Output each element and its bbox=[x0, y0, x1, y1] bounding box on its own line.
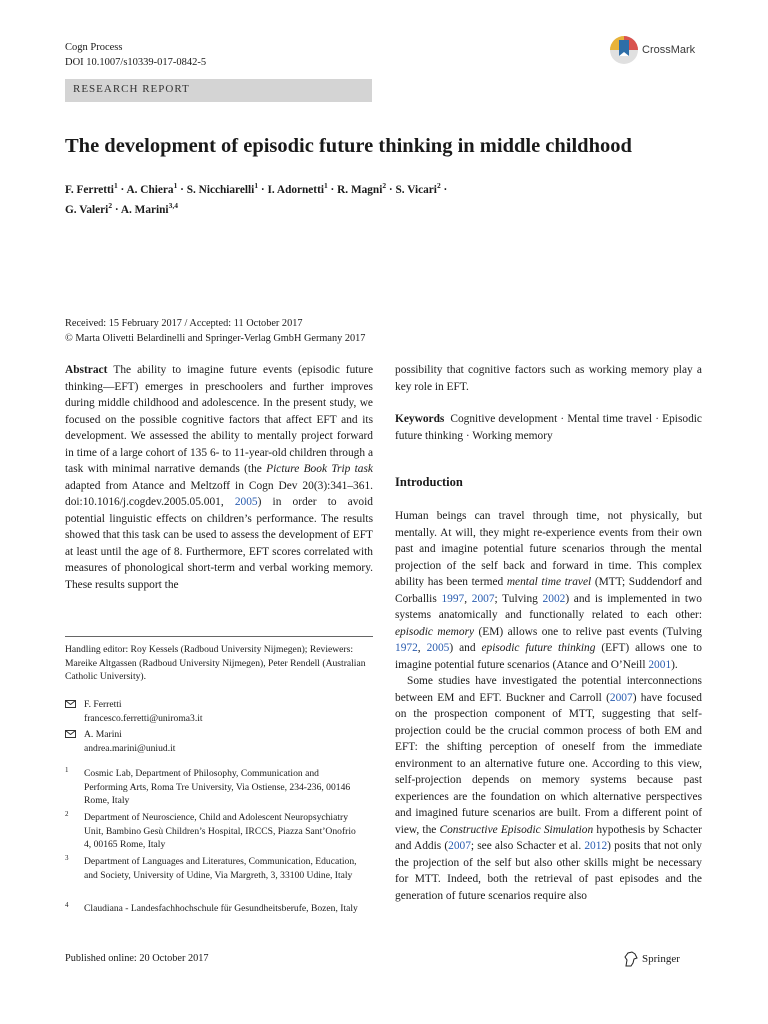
abstract-label: Abstract bbox=[65, 364, 108, 376]
affiliation-3 bbox=[65, 855, 365, 882]
contact-marini bbox=[65, 728, 365, 755]
author[interactable]: F. Ferretti$^1$ bbox=[65, 181, 118, 196]
affiliation-text: Cosmic Lab, Department of Philosophy, Communication and Performing Arts, Roma Tre University, Via Ostiense, 234-236, 00146 Rome, Italy bbox=[84, 768, 351, 806]
crossmark-label: CrossMark bbox=[642, 44, 696, 56]
author[interactable]: I. Adornetti$^1$ bbox=[267, 181, 328, 196]
affiliation-text: Department of Languages and Literatures, Communication, Education, and Society, University of Udine, Via Margreth, 3, 33100 Udine, Italy bbox=[84, 856, 357, 881]
published-online: Published online: 20 October 2017 bbox=[65, 953, 209, 964]
intro-paragraph-1: Human beings can travel through time, not physically, but mentally. At will, they might re-experience events from their own past and imagine potential future scenarios through the mental projection of the self back and forward in time. This complex ability has been termed mental time travel (MTT; Suddendorf and Corballis 1997, 2007; Tulving 2002) and is implemented in two systems anatomically and functionally related to each other: episodic memory (EM) allows one to relive past events (Tulving 1972, 2005) and episodic future thinking (EFT) allows one to imagine potential future scenarios (Atance and O’Neill 2001). bbox=[395, 510, 702, 671]
affiliation-text: Department of Neuroscience, Child and Adolescent Neuropsychiatry Unit, Bambino Gesù Children’s Hospital, IRCCS, Piazza Sant’Onofrio 4, 00165 Rome, Italy bbox=[84, 812, 356, 850]
author[interactable]: A. Chiera$^1$ bbox=[126, 181, 178, 196]
citation-link[interactable]: 2007 bbox=[471, 592, 495, 605]
author[interactable]: S. Nicchiarelli$^1$ bbox=[186, 181, 259, 196]
affiliation-number: 1 bbox=[65, 766, 69, 774]
keywords bbox=[395, 411, 702, 444]
citation-link[interactable]: 2002 bbox=[542, 592, 566, 605]
publisher-name: Springer bbox=[642, 953, 680, 965]
affiliation-1 bbox=[65, 767, 365, 808]
affiliation-4 bbox=[65, 902, 365, 916]
contact-name: F. Ferretti bbox=[84, 699, 122, 710]
footnote-divider bbox=[65, 636, 373, 637]
handling-editor-note: Handling editor: Roy Kessels (Radboud University Nijmegen); Reviewers: Mareike Altgassen (Radboud University Nijmegen), Peter Rendell (Australian Catholic University). bbox=[65, 644, 366, 682]
abstract-continued: possibility that cognitive factors such as working memory play a key role in EFT. bbox=[395, 364, 702, 393]
intro-paragraph-2: Some studies have investigated the potential interconnections between EM and EFT. Buckner and Carroll (2007) have focused on the prospection component of MTT, suggesting that self-projection could be the crucial common process of both EM and EFT: the shifting perception of oneself from the immediate environment to an alternative future one. According to this view, self-projection depends on memory systems because past experiences are the foundation on which alternative perspectives and imagined future scenarios are built. From a different point of view, the Constructive Episodic Simulation hypothesis by Schacter and Addis (2007; see also Schacter et al. 2012) posits that not only the projection of the self but also other skills might be necessary for MTT. Indeed, both the retrieval of past episodes and the generation of future scenarios require also bbox=[395, 675, 702, 902]
author[interactable]: A. Marini$^{3,4}$ bbox=[120, 200, 178, 216]
author-list: F. Ferretti$^1$ · A. Chiera$^1$ · S. Nicchiarelli$^1$ · I. Adornetti$^1$ · R. Magni$^2$ · S. Vicari$^2$ · G. Valeri$^2$ · A. Marini$^{3,4}$ bbox=[65, 181, 448, 216]
crossmark-badge[interactable] bbox=[609, 33, 695, 67]
contact-name: A. Marini bbox=[84, 729, 122, 740]
contact-ferretti bbox=[65, 698, 365, 725]
crossmark-icon bbox=[609, 33, 639, 67]
citation-link[interactable]: 1972 bbox=[395, 642, 418, 654]
paper-title: The development of episodic future thinking in middle childhood bbox=[65, 135, 632, 157]
copyright: © Marta Olivetti Belardinelli and Springer-Verlag GmbH Germany 2017 bbox=[65, 333, 366, 344]
contact-email[interactable]: francesco.ferretti@uniroma3.it bbox=[84, 712, 203, 724]
author[interactable]: G. Valeri$^2$ bbox=[65, 200, 113, 216]
affiliation-number: 3 bbox=[65, 854, 69, 862]
publisher-logo bbox=[624, 951, 680, 967]
contact-email[interactable]: andrea.marini@uniud.it bbox=[84, 742, 176, 754]
springer-horse-icon bbox=[624, 951, 638, 967]
introduction-body bbox=[395, 508, 702, 904]
journal-name: Cogn Process bbox=[65, 42, 123, 53]
citation-link[interactable]: 2005 bbox=[234, 496, 258, 508]
journal-header bbox=[65, 40, 206, 70]
keywords-text: Cognitive development · Mental time travel · Episodic future thinking · Working memory bbox=[395, 413, 702, 442]
citation-link[interactable]: 2007 bbox=[448, 840, 471, 852]
section-heading-introduction: Introduction bbox=[395, 475, 463, 489]
received-accepted: Received: 15 February 2017 / Accepted: 11 October 2017 bbox=[65, 318, 303, 329]
citation-link[interactable]: 2001 bbox=[648, 658, 672, 671]
affiliation-2 bbox=[65, 811, 365, 852]
citation-link[interactable]: 2012 bbox=[584, 840, 608, 852]
publication-dates bbox=[65, 316, 365, 346]
citation-link[interactable]: 2007 bbox=[609, 691, 633, 704]
author[interactable]: R. Magni$^2$ bbox=[337, 181, 387, 196]
citation-link[interactable]: 1997 bbox=[441, 592, 465, 605]
article-type-label: RESEARCH REPORT bbox=[73, 83, 190, 95]
envelope-icon bbox=[65, 700, 76, 708]
affiliation-number: 2 bbox=[65, 810, 69, 818]
envelope-icon bbox=[65, 730, 76, 738]
affiliation-number: 4 bbox=[65, 901, 69, 909]
abstract: Abstract The ability to imagine future events (episodic future thinking—EFT) emerges in preschoolers and further improves during middle childhood and adolescence. In the present study, we focused on the possible cognitive factors that affect EFT and its development. We assessed the ability to mentally project forward in time of a large cohort of 135 6- to 11-year-old children through a task with minimal narrative demands (the Picture Book Trip task adapted from Atance and Meltzoff in Cogn Dev 20(3):341–361. doi:10.1016/j.cogdev.2005.05.001, 2005) in order to avoid potential linguistic effects on children’s performance. The results showed that this task can be used to assess the development of EFT at least until the age of 8. Furthermore, EFT scores correlated with measures of phonological short-term and verbal working memory. These results support the bbox=[65, 364, 373, 591]
keywords-label: Keywords bbox=[395, 413, 445, 425]
citation-link[interactable]: 2005 bbox=[426, 642, 450, 654]
affiliation-text: Claudiana - Landesfachhochschule für Gesundheitsberufe, Bozen, Italy bbox=[84, 903, 358, 914]
author[interactable]: S. Vicari$^2$ bbox=[395, 181, 441, 196]
doi[interactable]: DOI 10.1007/s10339-017-0842-5 bbox=[65, 57, 207, 68]
article-type-band bbox=[65, 79, 372, 102]
